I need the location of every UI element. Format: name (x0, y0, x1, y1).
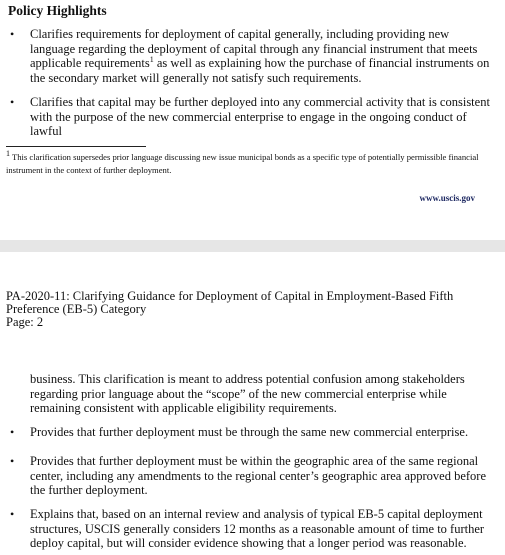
page-header (6, 290, 486, 329)
bullet-icon: • (10, 95, 15, 109)
bullet-item-twelve-months (10, 507, 490, 551)
bullet-icon: • (10, 454, 15, 468)
continued-paragraph: business. This clarification is meant to address potential confusion among stakeholders regarding prior language about the “scope” of the new commercial enterprise while remaining consistent with applicable eligibility requirements. (30, 372, 465, 416)
bullet-text: Provides that further deployment must be through the same new commercial enterprise. (30, 425, 469, 439)
page-number: Page: 2 (6, 315, 44, 329)
bullet-item-commercial-activity (10, 95, 490, 139)
bullet-text: Explains that, based on an internal review and analysis of typical EB-5 capital deployment structures, USCIS generally considers 12 months as a reasonable amount of time to further deploy capital, but will consider evidence showing that a longer period was reasonable. (30, 507, 485, 551)
page-header-title: PA-2020-11: Clarifying Guidance for Deployment of Capital in Employment-Based Fifth Preference (EB-5) Category (6, 289, 454, 316)
section-heading: Policy Highlights (8, 3, 107, 18)
footnote-divider (6, 146, 146, 147)
document-page-1 (0, 0, 505, 240)
bullet-item-deployment-requirements (10, 27, 490, 85)
document-page-2 (0, 252, 505, 555)
bullet-item-geographic-area (10, 454, 490, 498)
bullet-icon: • (10, 507, 15, 521)
bullet-text: Clarifies requirements for deployment of capital generally, including providing new language regarding the deployment of capital through any financial instrument that meets applicable requirements (30, 27, 478, 71)
uscis-link[interactable]: www.uscis.gov (419, 193, 475, 203)
bullet-text: Provides that further deployment must be within the geographic area of the same regional center, including any amendments to the regional center’s geographic area approved before the further deployment. (30, 454, 487, 498)
bullet-text-cont: as well as explaining how the purchase of financial instruments on the secondary market will generally not satisfy such requirements. (30, 56, 490, 85)
footnote-ref[interactable]: 1 (149, 55, 154, 65)
bullet-item-same-enterprise (10, 425, 490, 440)
footnote-number: 1 (6, 149, 10, 159)
bullet-icon: • (10, 425, 15, 439)
bullet-text: Clarifies that capital may be further deployed into any commercial activity that is consistent with the purpose of the new commercial enterprise to engage in the ongoing conduct of lawful (30, 95, 490, 139)
footnote-text: This clarification supersedes prior language discussing new issue municipal bonds as a specific type of potentially permissible financial instrument in the context of further deployment. (6, 152, 479, 175)
footnote (6, 151, 494, 177)
page-separator (0, 240, 505, 252)
bullet-icon: • (10, 27, 15, 41)
